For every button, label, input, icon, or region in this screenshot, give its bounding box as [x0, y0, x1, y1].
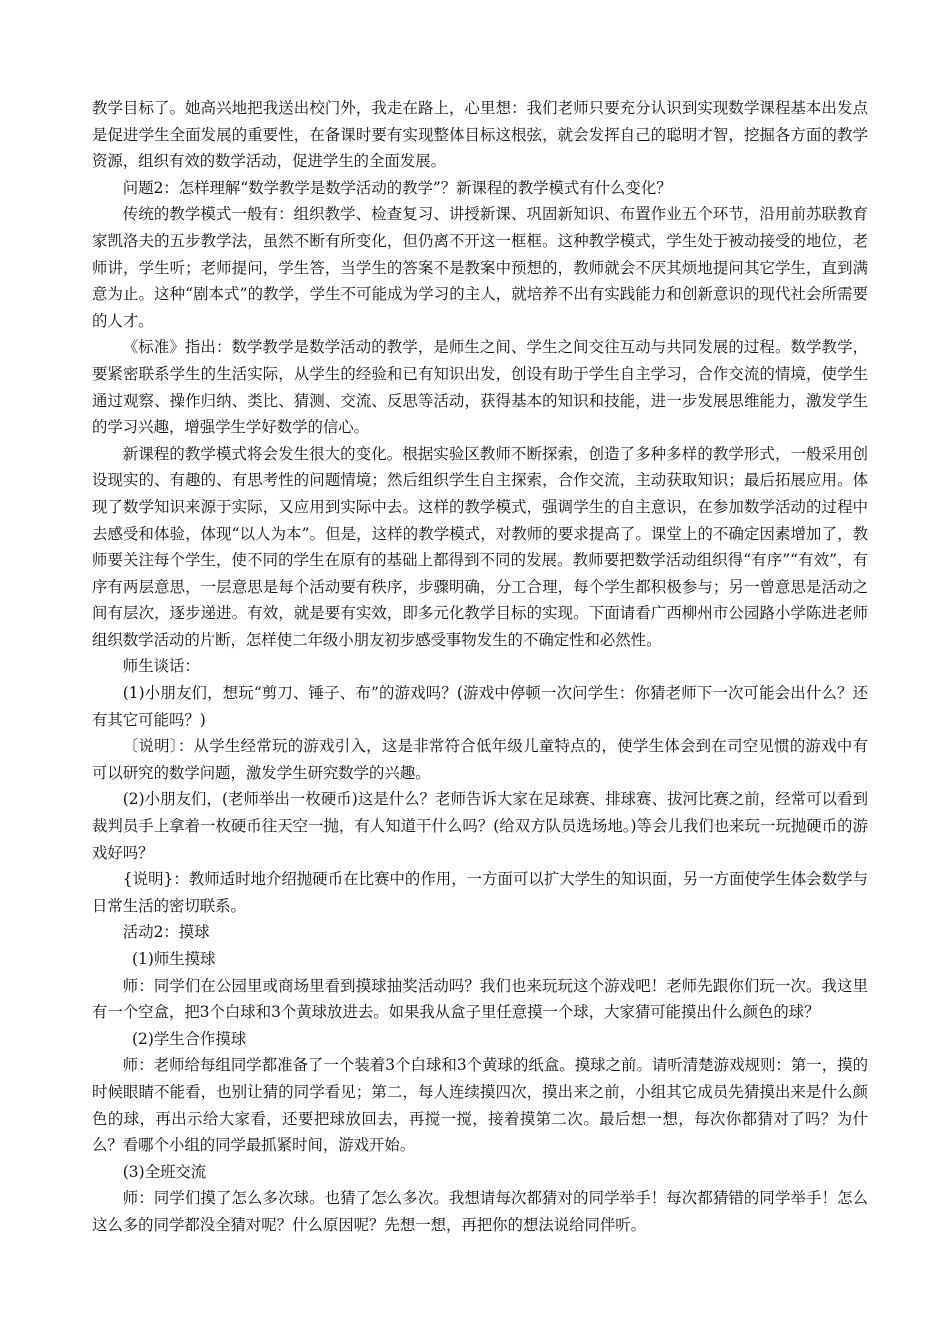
paragraph-new-curriculum: 新课程的教学模式将会发生很大的变化。根据实验区教师不断探索，创造了多种多样的教学形式，一般采用创设现实的、有趣的、有思考性的问题情境；然后组织学生自主探索，合作交流，主动获取知识；最后拓展应用。体现了数学知识来源于实际，又应用到实际中去。这样的教学模式，强调学生的自主意识，在参加数学活动的过程中去感受和体验，体现“以人为本”。但是，这样的教学模式，对教师的要求提高了。课堂上的不确定因素增加了，教师要关注每个学生，使不同的学生在原有的基础上都得到不同的发展。教师要把数学活动组织得“有序”“有效”，有序有两层意思，一层意思是每个活动要有秩序，步骤明确，分工合理，每个学生都积极参与；另一曾意思是活动之间有层次，逐步递进。有效，就是要有实效，即多元化教学目标的实现。下面请看广西柳州市公园路小学陈进老师组织数学活动的片断，怎样使二年级小朋友初步感受事物发生的不确定性和必然性。: [92, 444, 868, 649]
paragraph-1: 教学目标了。她高兴地把我送出校门外，我走在路上，心里想：我们老师只要充分认识到实现数学课程基本出发点是促进学生全面发展的重要性，在备课时要有实现整体目标这根弦，就会发挥自己的聪明才智，挖掘各方面的教学资源，组织有效的数学活动，促进学生的全面发展。: [92, 99, 868, 171]
activity-2-step-3-heading: (3)全班交流: [122, 1162, 207, 1181]
dialogue-item-1: (1)小朋友们，想玩“剪刀、锤子、布”的游戏吗？(游戏中停顿一次问学生：你猜老师下一次可能会出什么？还有其它可能吗？): [92, 684, 868, 729]
activity-2-step-1-text: 师：同学们在公园里或商场里看到摸球抽奖活动吗？我们也来玩玩这个游戏吧！老师先跟你们玩一次。我这里有一个空盒，把3个白球和3个黄球放进去。如果我从盒子里任意摸一个球，大家猜可能摸出什么颜色的球？: [92, 976, 868, 1022]
note-2: {说明}：教师适时地介绍抛硬币在比赛中的作用，一方面可以扩大学生的知识面，另一方面使学生体会数学与日常生活的密切联系。: [92, 870, 868, 915]
activity-2-heading: 活动2：摸球: [122, 923, 210, 942]
activity-2-step-3-text: 师：同学们摸了怎么多次球。也猜了怎么多次。我想请每次都猜对的同学举手！每次都猜错的同学举手！怎么这么多的同学都没全猜对呢？什么原因呢？先想一想，再把你的想法说给同伴听。: [92, 1189, 868, 1234]
question-2-heading: 问题2：怎样理解“数学教学是数学活动的教学”？新课程的教学模式有什么变化？: [122, 178, 672, 197]
dialogue-item-2: (2)小朋友们，(老师举出一枚硬币)这是什么？老师告诉大家在足球赛、排球赛、拔河比赛之前，经常可以看到裁判员手上拿着一枚硬币往天空一抛，有人知道干什么吗？(给双方队员选场地。)等会儿我们也来玩一玩抛硬币的游戏好吗？: [92, 790, 868, 862]
paragraph-traditional-model: 传统的教学模式一般有：组织教学、检查复习、讲授新课、巩固新知识、布置作业五个环节，沿用前苏联教育家凯洛夫的五步教学法，虽然不断有所变化，但仍离不开这一框框。这种教学模式，学生处于被动接受的地位，老师讲，学生听；老师提问，学生答，当学生的答案不是教案中预想的，教师就会不厌其烦地提问其它学生，直到满意为止。这种“剧本式”的教学，学生不可能成为学习的主人，就培养不出有实践能力和创新意识的现代社会所需要的人才。: [92, 205, 868, 330]
paragraph-standard: 《标准》指出：数学教学是数学活动的教学，是师生之间、学生之间交往互动与共同发展的过程。数学教学，要紧密联系学生的生活实际，从学生的经验和已有知识出发，创设有助于学生自主学习，合作交流的情境，使学生通过观察、操作归纳、类比、猜测、交流、反思等活动，获得基本的知识和技能，进一步发展思维能力，激发学生的学习兴趣，增强学生学好数学的信心。: [92, 338, 868, 437]
activity-2-step-1-heading: (1)师生摸球: [132, 950, 216, 968]
dialogue-heading: 师生谈话：: [122, 657, 200, 676]
note-1: 〔说明〕：从学生经常玩的游戏引入，这是非常符合低年级儿童特点的，使学生体会到在司空见惯的游戏中有可以研究的数学问题，激发学生研究数学的兴趣。: [92, 737, 868, 782]
activity-2-step-2-text: 师：老师给每组同学都准备了一个装着3个白球和3个黄球的纸盒。摸球之前。请听清楚游戏规则：第一，摸的时候眼睛不能看，也别让猜的同学看见；第二，每人连续摸四次，摸出来之前，小组其它成员先猜摸出来是什么颜色的球，再出示给大家看，还要把球放回去，再搅一搅，接着摸第二次。最后想一想，每次你都猜对了吗？为什么？看哪个小组的同学最抓紧时间，游戏开始。: [92, 1056, 868, 1155]
document-page: [92, 95, 868, 1239]
activity-2-step-2-heading: (2)学生合作摸球: [132, 1029, 247, 1048]
